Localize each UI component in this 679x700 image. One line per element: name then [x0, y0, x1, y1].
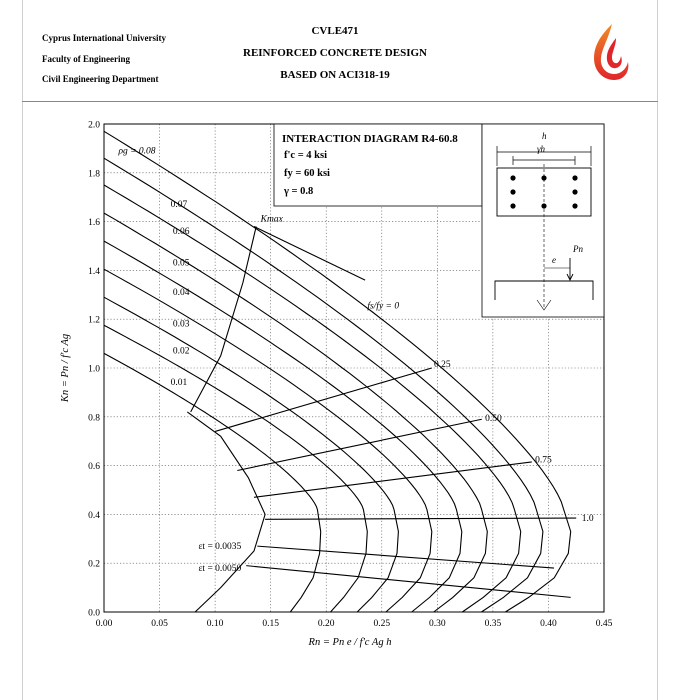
rho-label: 0.04: [172, 287, 190, 298]
inset-pn-label: Pn: [573, 244, 583, 254]
y-tick-label: 0.0: [88, 608, 100, 619]
course-code: CVLE471: [311, 25, 359, 37]
x-tick-label: 0.15: [262, 619, 279, 629]
y-tick-label: 0.6: [88, 462, 100, 473]
stress-ratio-label: 0.25: [434, 360, 451, 371]
rho-label: 0.03: [172, 319, 190, 330]
faculty-name: Faculty of Engineering: [42, 53, 130, 64]
stress-ratio-label: 0.75: [535, 455, 552, 466]
y-tick-label: 1.8: [88, 169, 100, 180]
y-tick-label: 0.8: [88, 413, 100, 424]
university-name: Cyprus International University: [42, 33, 167, 43]
strain-line-1: [246, 566, 570, 598]
code-basis: BASED ON ACI318-19: [280, 69, 390, 81]
y-tick-label: 1.0: [88, 364, 100, 375]
y-tick-label: 0.2: [88, 559, 100, 570]
chart-title: INTERACTION DIAGRAM R4-60.8: [282, 133, 458, 145]
x-tick-label: 0.45: [595, 619, 613, 629]
x-tick-label: 0.10: [206, 619, 224, 629]
rho-label: 0.07: [170, 199, 188, 210]
y-tick-label: 0.4: [88, 510, 100, 521]
stress-ratio-label: 0.50: [485, 413, 502, 424]
legend-fy: fy = 60 ksi: [284, 168, 330, 179]
rho-label: ρg = 0.08: [118, 146, 156, 157]
rho-label: 0.02: [172, 346, 190, 357]
inset-gamma-h-label: γh: [537, 144, 546, 154]
tension-boundary: [187, 412, 265, 612]
y-tick-label: 1.4: [88, 266, 100, 277]
strain-label: εt = 0.0035: [198, 542, 242, 553]
rho-label: 0.06: [172, 226, 190, 237]
department-name: Civil Engineering Department: [42, 74, 159, 84]
x-tick-label: 0.05: [151, 619, 168, 629]
interaction-curve-6: [104, 297, 398, 612]
rho-label: 0.05: [172, 258, 190, 269]
inset-e-label: e: [552, 255, 556, 265]
kmax-label: Kmax: [260, 214, 283, 225]
column-section-diagram: [482, 124, 604, 317]
stress-ratio-line-4: [265, 518, 576, 519]
x-tick-label: 0.00: [95, 619, 113, 629]
strain-label: εt = 0.0050: [198, 564, 242, 575]
x-tick-label: 0.40: [540, 619, 557, 629]
stress-ratio-line-1: [215, 368, 432, 431]
stress-ratio-line-3: [254, 462, 532, 497]
stress-ratio-label: fs/fy = 0: [367, 301, 400, 312]
legend-gamma: γ = 0.8: [284, 186, 314, 197]
y-tick-label: 1.2: [88, 315, 100, 326]
x-tick-label: 0.35: [484, 619, 502, 629]
stress-ratio-label: 1.0: [581, 513, 594, 524]
y-tick-label: 2.0: [88, 120, 100, 131]
y-tick-label: 1.6: [88, 218, 100, 229]
rho-label: 0.01: [170, 378, 188, 389]
interaction-curve-5: [104, 269, 432, 612]
inset-h-label: h: [542, 131, 547, 141]
x-tick-label: 0.30: [429, 619, 446, 629]
x-tick-label: 0.20: [317, 619, 335, 629]
legend-fc: f'c = 4 ksi: [284, 150, 328, 161]
y-axis-label: Kn = Pn / f'c Ag: [60, 333, 71, 403]
x-axis-label: Rn = Pn e / f'c Ag h: [308, 637, 392, 648]
strain-line-0: [257, 546, 554, 568]
stress-ratio-line-2: [237, 419, 481, 470]
x-tick-label: 0.25: [373, 619, 391, 629]
course-title: REINFORCED CONCRETE DESIGN: [243, 47, 427, 59]
